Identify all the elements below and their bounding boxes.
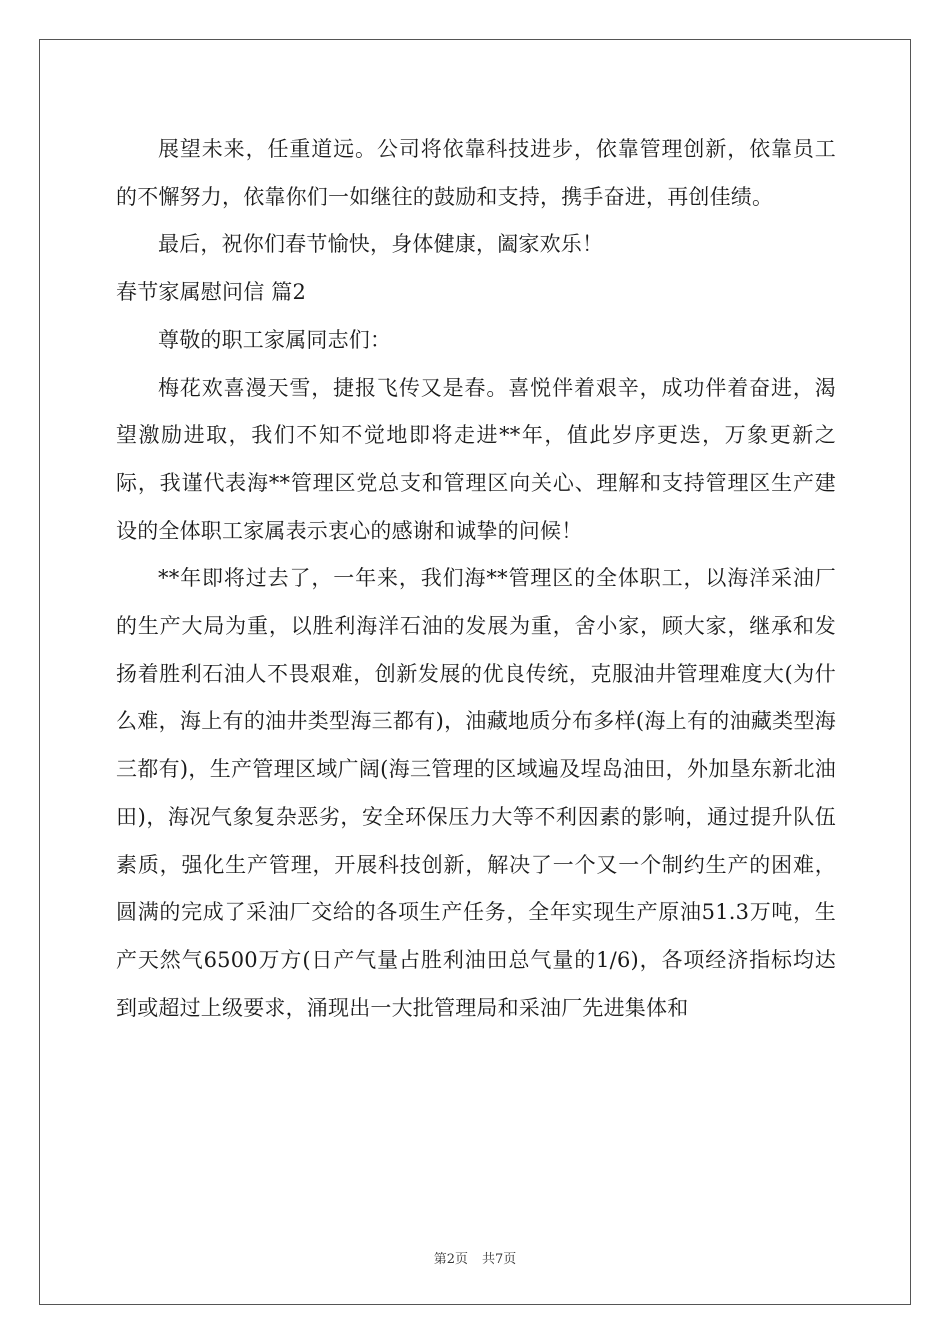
paragraph-outlook: 展望未来，任重道远。公司将依靠科技进步，依靠管理创新，依靠员工的不懈努力，依靠你们一如继往的鼓励和支持，携手奋进，再创佳绩。 <box>116 137 836 209</box>
paragraph-review: **年即将过去了，一年来，我们海**管理区的全体职工，以海洋采油厂的生产大局为重，以胜利海洋石油的发展为重，舍小家，顾大家，继承和发扬着胜利石油人不畏艰难，创新发展的优良传统，克服油井管理难度大(为什么难，海上有的油井类型海三都有)，油藏地质分布多样(海上有的油藏类型海三都有)，生产管理区域广阔(海三管理的区域遍及埕岛油田，外加垦东新北油田)，海况气象复杂恶劣，安全环保压力大等不利因素的影响，通过提升队伍素质，强化生产管理，开展科技创新，解决了一个又一个制约生产的困难，圆满的完成了采油厂交给的各项生产任务，全年实现生产原油51.3万吨，生产天然气6500万方(日产气量占胜利油田总气量的1/6)，各项经济指标均达到或超过上级要求，涌现出一大批管理局和采油厂先进集体和 <box>116 566 836 1020</box>
page-number: 第2页 <box>433 1252 468 1267</box>
section-heading: 春节家属慰问信 篇2 <box>116 280 307 305</box>
document-body <box>116 126 836 1032</box>
paragraph-wishes: 最后，祝你们春节愉快，身体健康，阖家欢乐！ <box>158 232 604 257</box>
page-footer <box>0 1248 950 1267</box>
paragraph-salutation: 尊敬的职工家属同志们： <box>158 327 392 352</box>
page-total: 共7页 <box>482 1252 517 1267</box>
paragraph-greeting: 梅花欢喜漫天雪，捷报飞传又是春。喜悦伴着艰辛，成功伴着奋进，渴望激励进取，我们不知不觉地即将走进**年，值此岁序更迭，万象更新之际，我谨代表海**管理区党总支和管理区向关心、理解和支持管理区生产建设的全体职工家属表示衷心的感谢和诚挚的问候！ <box>116 375 836 543</box>
